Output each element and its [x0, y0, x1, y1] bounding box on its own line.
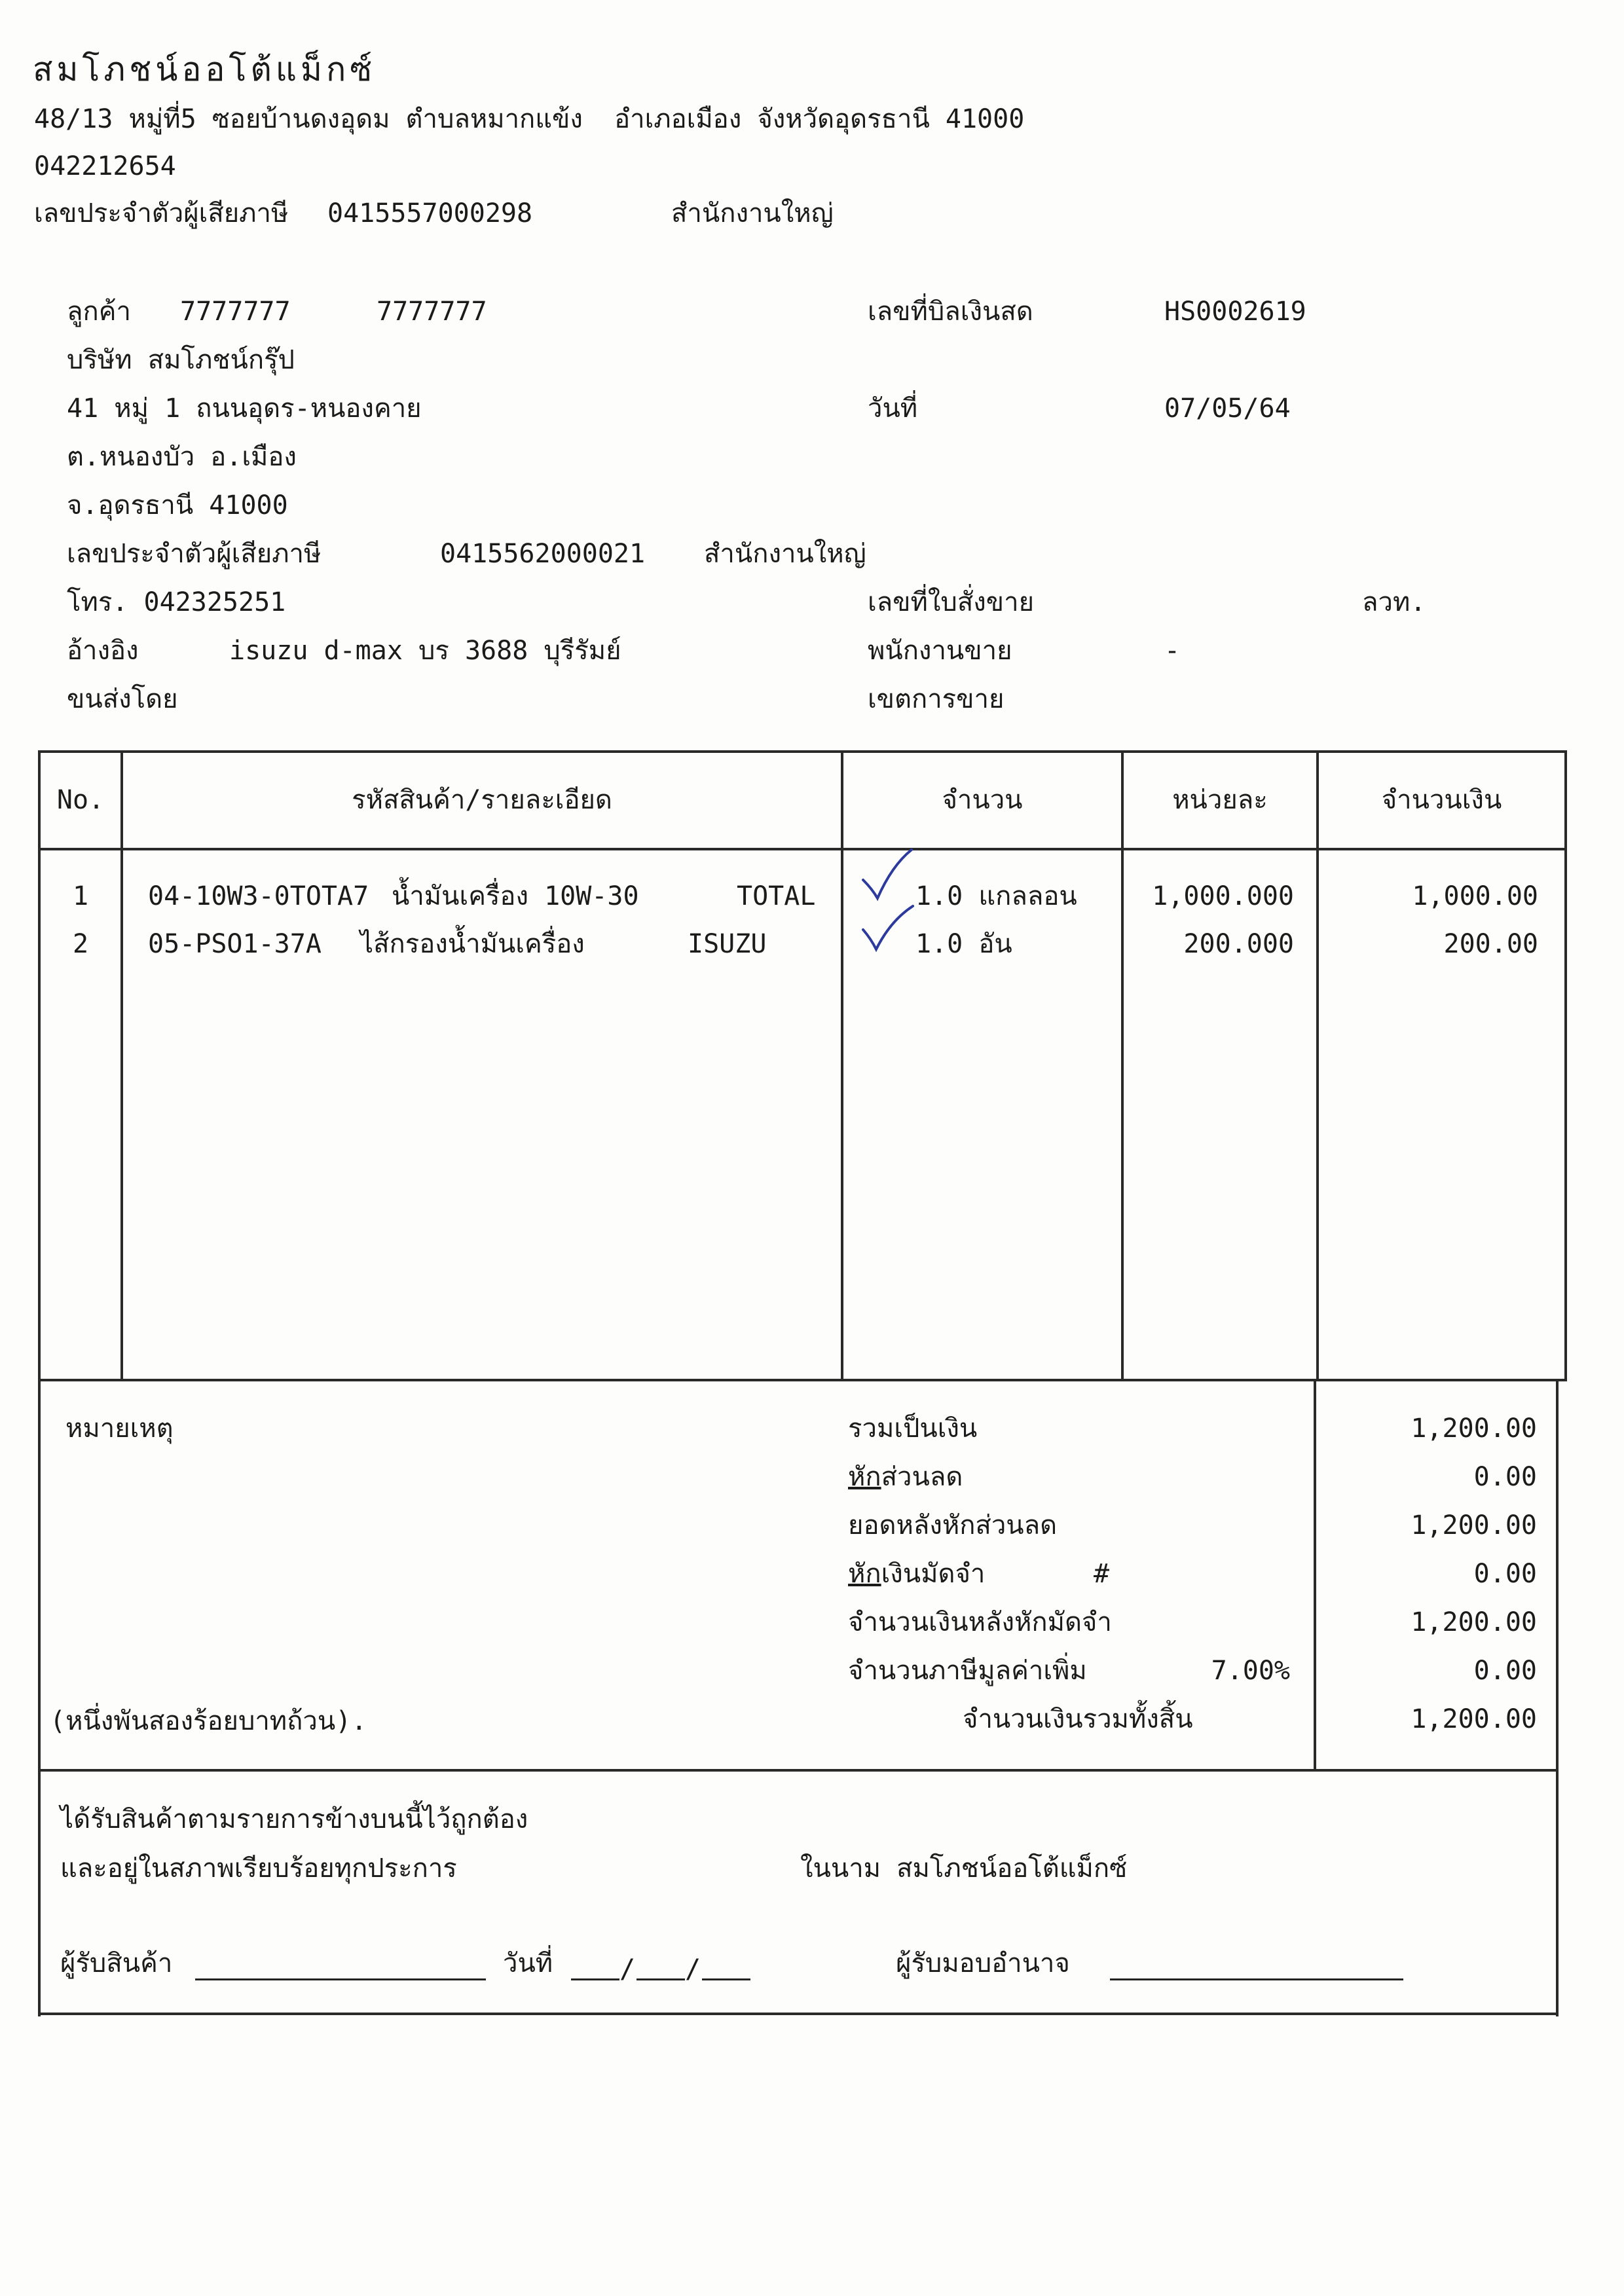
reference-value: isuzu d-max บร 3688 บุรีรัมย์: [229, 636, 621, 666]
seller-tax-label: เลขประจำตัวผู้เสียภาษี: [34, 198, 289, 228]
discount-label: [848, 1461, 963, 1493]
row-2-unit-price: 200.000: [1183, 929, 1294, 959]
row-2-brand: ISUZU: [688, 929, 767, 959]
bill-no: HS0002619: [1164, 297, 1306, 327]
table-header-divider: [39, 848, 1567, 850]
customer-name: บริษัท สมโภชน์กรุ๊ป: [67, 345, 295, 375]
vat-value: 0.00: [1473, 1656, 1537, 1686]
header-quantity: จำนวน: [942, 785, 1023, 815]
after-deposit-value: 1,200.00: [1411, 1607, 1537, 1637]
grand-total-value: 1,200.00: [1411, 1704, 1537, 1734]
header-description: รหัสสินค้า/รายละเอียด: [352, 785, 612, 815]
subtotal-label: รวมเป็นเงิน: [848, 1413, 978, 1444]
after-discount-label: ยอดหลังหักส่วนลด: [848, 1510, 1058, 1540]
customer-tax-id: 0415562000021: [440, 539, 646, 569]
reference-label: อ้างอิง: [67, 636, 139, 666]
after-deposit-label: จำนวนเงินหลังหักมัดจำ: [848, 1607, 1112, 1637]
row-2-quantity: 1.0 อัน: [915, 929, 1012, 959]
received-statement-1: ได้รับสินค้าตามรายการข้างบนนี้ไว้ถูกต้อง: [60, 1804, 528, 1834]
header-no: No.: [56, 785, 105, 815]
remark-label: หมายเหตุ: [65, 1413, 174, 1444]
on-behalf-of: ในนาม สมโภชน์ออโต้แม็กซ์: [800, 1853, 1128, 1884]
seller-phone: 042212654: [34, 151, 176, 181]
row-2-amount: 200.00: [1443, 929, 1538, 959]
customer-code-2: 7777777: [377, 297, 487, 327]
amount-in-words: (หนึ่งพันสองร้อยบาทถ้วน).: [50, 1706, 367, 1736]
deposit-mark: #: [1094, 1559, 1110, 1589]
subtotal-value: 1,200.00: [1411, 1413, 1537, 1444]
summary-right-border: [1556, 1379, 1559, 2016]
customer-label: ลูกค้า: [67, 297, 131, 327]
deposit-label: [848, 1558, 985, 1590]
salesperson-label: พนักงานขาย: [868, 636, 1012, 666]
order-no-label: เลขที่ใบสั่งขาย: [868, 587, 1035, 617]
bill-no-label: เลขที่บิลเงินสด: [868, 297, 1033, 327]
discount-value: 0.00: [1473, 1462, 1537, 1492]
col-divider-qty: [1121, 750, 1124, 1381]
col-divider-desc: [841, 750, 843, 1381]
row-1-unit-price: 1,000.000: [1152, 881, 1294, 911]
receive-date-day-blank: [571, 1978, 619, 1980]
order-no: ลวท.: [1362, 587, 1426, 617]
seller-address: 48/13 หมู่ที่5 ซอยบ้านดงอุดม ตำบลหมากแข้ง อำเภอเมือง จังหวัดอุดรธานี 41000: [34, 104, 1025, 134]
row-2-code: 05-PSO1-37A: [148, 929, 322, 959]
checkmark-icon: [858, 846, 923, 911]
deposit-value: 0.00: [1473, 1559, 1537, 1589]
row-1-no: 1: [72, 881, 89, 911]
seller-name: สมโภชน์ออโต้แม็กซ์: [33, 50, 377, 88]
vat-rate: 7.00%: [1211, 1656, 1290, 1686]
deposit-label-prefix: หัก: [848, 1559, 881, 1589]
deposit-label-rest: เงินมัดจำ: [881, 1559, 986, 1589]
grand-total-label: จำนวนเงินรวมทั้งสิ้น: [963, 1704, 1193, 1734]
salesperson: -: [1164, 636, 1181, 666]
customer-address-1: 41 หมู่ 1 ถนนอุดร-หนองคาย: [67, 393, 422, 424]
header-unit-price: หน่วยละ: [1172, 785, 1268, 815]
after-discount-value: 1,200.00: [1411, 1510, 1537, 1540]
receiver-signature-line: [195, 1978, 486, 1980]
authorized-label: ผู้รับมอบอำนาจ: [896, 1948, 1070, 1978]
date-separator-1: /: [619, 1954, 636, 1984]
seller-tax-id: 0415557000298: [327, 198, 533, 228]
table-left-border: [38, 750, 41, 1381]
authorized-signature-line: [1110, 1978, 1403, 1980]
row-2-description: ไส้กรองน้ำมันเครื่อง: [360, 929, 585, 959]
row-1-brand: TOTAL: [737, 881, 816, 911]
customer-phone: โทร. 042325251: [67, 587, 286, 617]
checkmark-icon: [858, 903, 923, 962]
discount-label-rest: ส่วนลด: [881, 1462, 963, 1492]
sales-area-label: เขตการขาย: [868, 684, 1005, 714]
table-top-border: [39, 750, 1567, 753]
row-1-quantity: 1.0 แกลลอน: [915, 881, 1077, 911]
customer-address-3: จ.อุดรธานี 41000: [67, 490, 288, 520]
receive-date-month-blank: [637, 1978, 685, 1980]
received-statement-2: และอยู่ในสภาพเรียบร้อยทุกประการ: [60, 1853, 457, 1884]
table-body-divider: [39, 1379, 1567, 1381]
footer-bottom-border: [38, 2013, 1559, 2015]
receive-date-label: วันที่: [503, 1948, 553, 1978]
table-right-border: [1564, 750, 1567, 1381]
date-separator-2: /: [685, 1954, 701, 1984]
discount-label-prefix: หัก: [848, 1462, 881, 1492]
receiver-label: ผู้รับสินค้า: [60, 1948, 173, 1978]
vat-label: จำนวนภาษีมูลค่าเพิ่ม: [848, 1656, 1087, 1686]
seller-branch: สำนักงานใหญ่: [671, 198, 834, 228]
customer-code: 7777777: [180, 297, 291, 327]
customer-address-2: ต.หนองบัว อ.เมือง: [67, 442, 297, 472]
customer-tax-label: เลขประจำตัวผู้เสียภาษี: [67, 539, 322, 569]
summary-bottom-divider: [39, 1769, 1557, 1772]
row-1-amount: 1,000.00: [1412, 881, 1538, 911]
row-1-code: 04-10W3-0TOTA7: [148, 881, 369, 911]
receive-date-year-blank: [702, 1978, 750, 1980]
col-divider-no: [120, 750, 123, 1381]
shipping-label: ขนส่งโดย: [67, 684, 178, 714]
header-amount: จำนวนเงิน: [1381, 785, 1502, 815]
col-divider-price: [1316, 750, 1319, 1381]
date-label: วันที่: [868, 393, 918, 424]
row-2-no: 2: [72, 929, 89, 959]
doc-date: 07/05/64: [1164, 393, 1291, 424]
row-1-description: น้ำมันเครื่อง 10W-30: [392, 881, 639, 911]
summary-left-border: [38, 1379, 41, 2016]
customer-branch: สำนักงานใหญ่: [704, 539, 866, 569]
